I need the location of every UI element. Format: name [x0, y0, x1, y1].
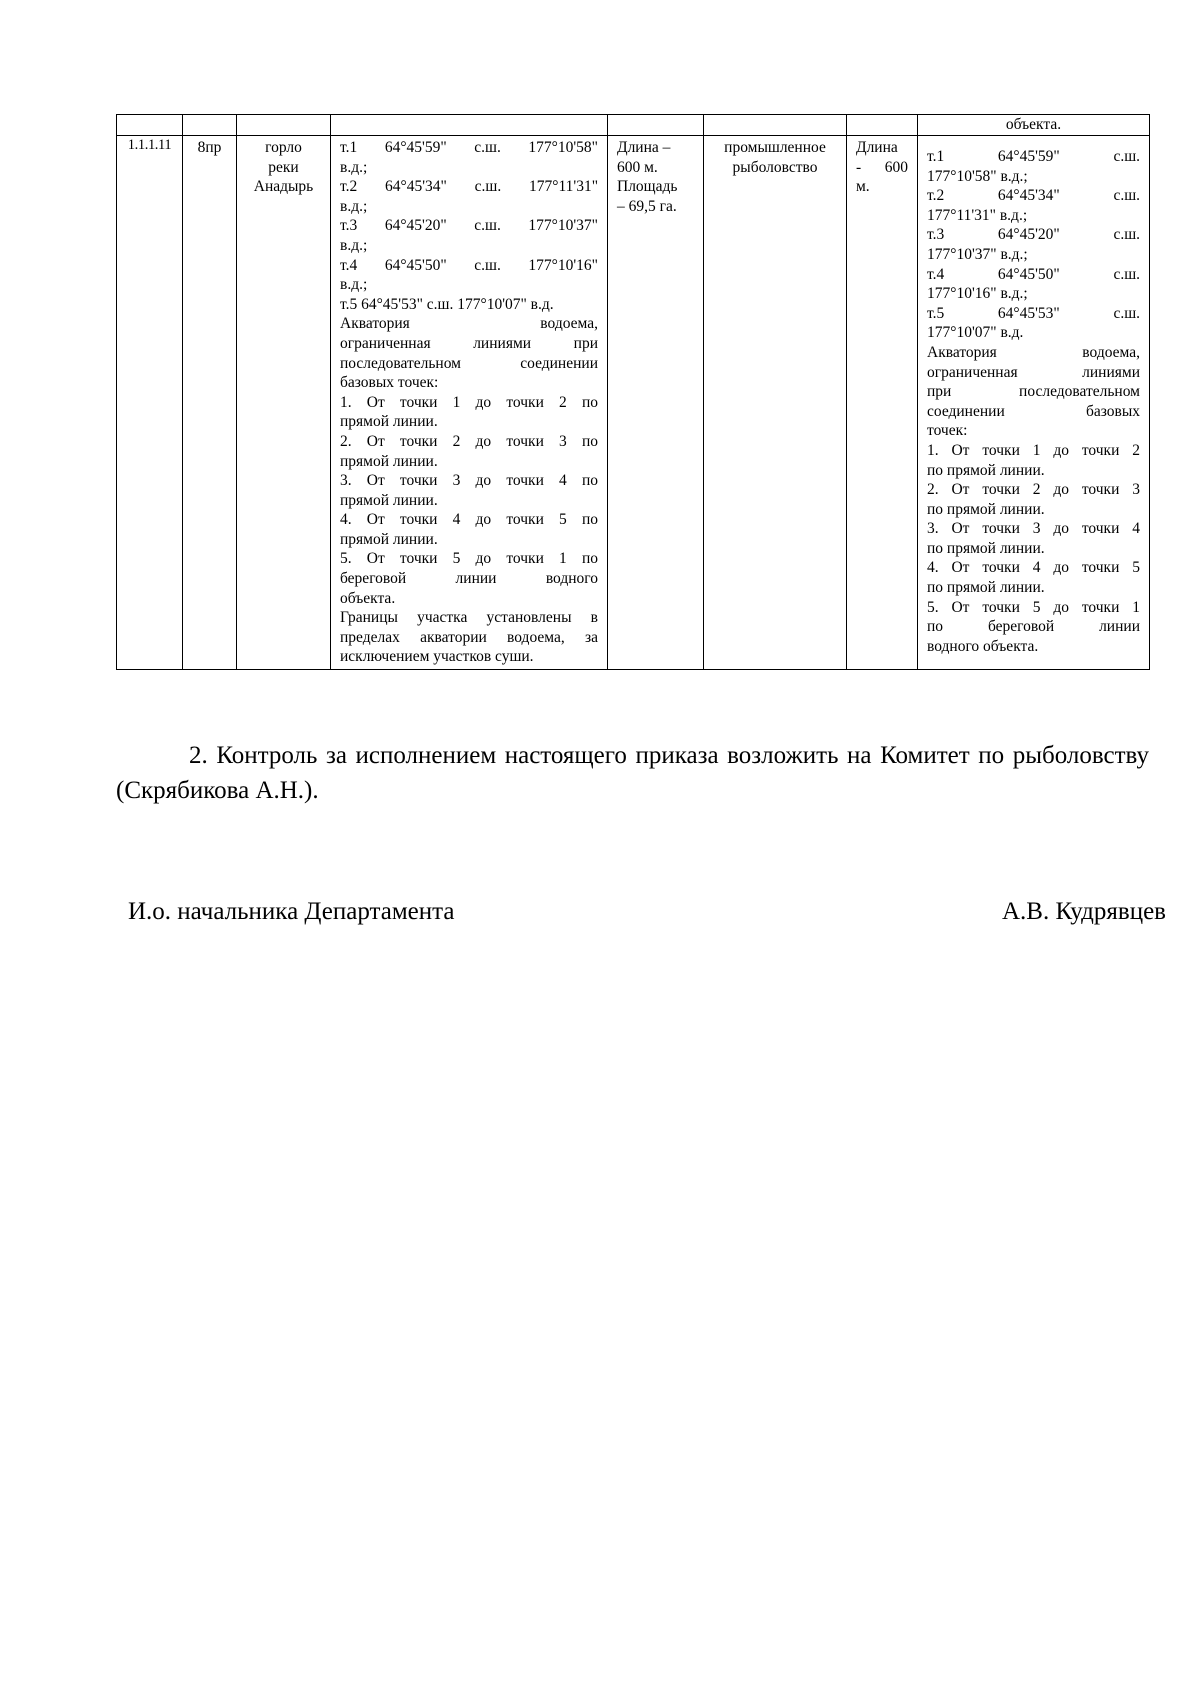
boundary-description-cell-2	[918, 136, 1150, 670]
coordinate-point: т.3 64°45'20" с.ш. 177°10'37" в.д.;	[927, 226, 1141, 263]
boundary-description-cell	[331, 136, 608, 670]
signatory-name: А.В. Кудрявцев	[1001, 898, 1166, 925]
boundary-step: по береговой линии	[927, 618, 1140, 636]
limits-text: пределах акватории водоема, за	[340, 628, 598, 646]
coordinate-point: т.3 64°45'20" с.ш. 177°10'37" в.д.;	[340, 217, 598, 254]
purpose-cell	[704, 136, 847, 670]
site-name-cell	[237, 136, 331, 670]
length-line: - 600	[856, 158, 908, 176]
boundary-step: 3. От точки 3 до точки 4	[927, 520, 1140, 538]
coordinate-point: т.1 64°45'59" с.ш. 177°10'58" в.д.;	[340, 139, 598, 176]
coordinate-point: т.2 64°45'34" с.ш. 177°11'31" в.д.;	[340, 178, 599, 215]
size-line: – 69,5 га.	[617, 197, 677, 215]
boundary-step: 3. От точки 3 до точки 4 по	[340, 472, 598, 490]
boundary-step: 1. От точки 1 до точки 2 по	[340, 393, 598, 411]
boundary-step: водного объекта.	[927, 637, 1039, 655]
boundary-step: прямой линии.	[340, 530, 438, 548]
size-line: 600 м.	[617, 158, 658, 176]
length-line: м.	[856, 178, 870, 196]
coordinate-point: т.4 64°45'50" с.ш. 177°10'16" в.д.;	[340, 256, 598, 294]
prev-row-boundary-cell: объекта.	[918, 115, 1150, 136]
coordinate-point: т.5 64°45'53" с.ш. 177°10'07" в.д.	[340, 295, 554, 313]
signatory-position: И.о. начальника Департамента	[128, 898, 455, 925]
control-paragraph: 2. Контроль за исполнением настоящего приказа возложить на Комитет по рыболовству (Скрябикова А.Н.).	[116, 742, 1149, 804]
length-cell	[847, 136, 918, 670]
boundary-step: прямой линии.	[340, 491, 438, 509]
purpose-line: промышленное	[724, 139, 826, 156]
boundary-step: 4. От точки 4 до точки 5	[927, 559, 1140, 577]
aquatory-text: последовательном соединении	[340, 354, 598, 372]
site-name-line: Анадырь	[253, 178, 314, 196]
boundary-step: 2. От точки 2 до точки 3	[927, 481, 1140, 499]
purpose-line: рыболовство	[732, 158, 818, 176]
row-code-cell	[183, 136, 237, 670]
row-number-cell	[117, 136, 183, 670]
aquatory-text: ограниченная линиями	[927, 363, 1140, 381]
boundary-step: по прямой линии.	[927, 500, 1045, 518]
size-line: Площадь	[617, 178, 678, 196]
boundary-step: 5. От точки 5 до точки 1	[927, 598, 1140, 616]
coordinate-point: т.2 64°45'34" с.ш. 177°11'31" в.д.;	[927, 187, 1141, 224]
limits-text: Границы участка установлены в	[340, 609, 598, 627]
size-cell	[608, 136, 704, 670]
coordinate-point: т.5 64°45'53" с.ш. 177°10'07" в.д.	[927, 304, 1141, 342]
aquatory-text: Акватория водоема,	[927, 343, 1140, 361]
boundary-step: 1. От точки 1 до точки 2	[927, 441, 1140, 459]
aquatory-text: Акватория водоема,	[340, 315, 598, 333]
site-name-line: горло	[265, 139, 302, 156]
length-line: Длина	[856, 139, 898, 156]
boundary-step: 2. От точки 2 до точки 3 по	[340, 432, 598, 450]
limits-text: исключением участков суши.	[340, 648, 534, 666]
boundary-step: по прямой линии.	[927, 461, 1045, 479]
boundary-step: прямой линии.	[340, 413, 438, 431]
size-line: Длина –	[617, 139, 671, 156]
aquatory-text: базовых точек:	[340, 374, 439, 392]
table-row-previous	[117, 115, 1150, 136]
site-name-line: реки	[268, 158, 299, 176]
boundary-step: 4. От точки 4 до точки 5 по	[340, 511, 598, 529]
aquatory-text: точек:	[927, 422, 968, 440]
row-number: 1.1.1.11	[127, 137, 172, 153]
boundary-step: береговой линии водного	[340, 570, 598, 588]
boundary-step: объекта.	[340, 589, 396, 607]
boundary-step: по прямой линии.	[927, 579, 1045, 597]
aquatory-text: ограниченная линиями при	[340, 334, 598, 352]
aquatory-text: при последовательном	[927, 383, 1140, 401]
registry-table	[116, 114, 1150, 670]
row-code: 8пр	[197, 139, 222, 156]
boundary-step: по прямой линии.	[927, 539, 1045, 557]
coordinate-point: т.1 64°45'59" с.ш. 177°10'58" в.д.;	[927, 148, 1141, 185]
boundary-step: 5. От точки 5 до точки 1 по	[340, 550, 598, 568]
aquatory-text: соединении базовых	[927, 402, 1140, 420]
coordinate-point: т.4 64°45'50" с.ш. 177°10'16" в.д.;	[927, 265, 1141, 303]
table-row	[117, 136, 1150, 670]
boundary-step: прямой линии.	[340, 452, 438, 470]
